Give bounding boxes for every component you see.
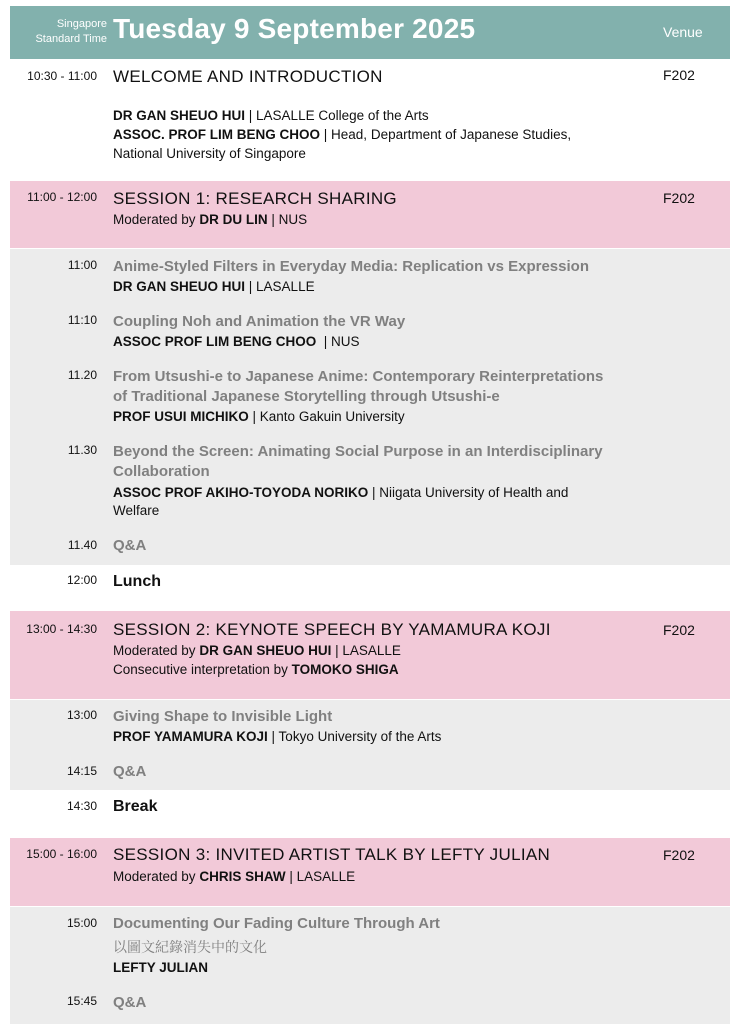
session-1-title: SESSION 1: RESEARCH SHARING xyxy=(113,189,397,208)
session-1-moderator xyxy=(113,212,307,227)
speaker-name: DR GAN SHEUO HUI xyxy=(113,279,246,294)
speaker-affiliation: | Kanto Gakuin University xyxy=(252,409,405,424)
speaker-name: ASSOC PROF LIM BENG CHOO xyxy=(113,334,317,349)
speaker-name: ASSOC. PROF LIM BENG CHOO xyxy=(113,127,321,142)
moderator-prefix: Moderated by xyxy=(113,869,196,884)
qa-label: Q&A xyxy=(113,763,147,780)
session-2-interpreter xyxy=(113,662,399,677)
lunch-time: 12:00 xyxy=(66,573,97,587)
moderator-prefix: Moderated by xyxy=(113,643,196,658)
interpreter-prefix: Consecutive interpretation by xyxy=(113,662,288,677)
talk-title: Anime-Styled Filters in Everyday Media: Replication vs Expression xyxy=(113,258,589,275)
talk-time: 11.20 xyxy=(67,368,97,382)
speaker-name: ASSOC PROF AKIHO-TOYODA NORIKO xyxy=(113,485,369,500)
qa-label: Q&A xyxy=(113,537,147,554)
moderator-affiliation: | LASALLE xyxy=(335,643,401,658)
speaker-affiliation: | LASALLE xyxy=(248,279,315,294)
talk-speaker xyxy=(113,960,208,975)
speaker-affiliation: | Niigata University of Health and xyxy=(372,485,569,500)
talk-title-chinese: 以圖文紀錄消失中的文化 xyxy=(113,940,267,956)
speaker-name: PROF YAMAMURA KOJI xyxy=(113,729,268,744)
moderator-name: DR GAN SHEUO HUI xyxy=(199,643,332,658)
session-3-moderator xyxy=(113,869,355,884)
talk-speaker-aff-cont: Welfare xyxy=(113,503,160,518)
speaker-affiliation: | NUS xyxy=(320,334,360,349)
speaker-affiliation: | LASALLE College of the Arts xyxy=(248,108,429,123)
venue-column-header: Venue xyxy=(663,24,703,40)
welcome-venue: F202 xyxy=(663,67,695,83)
session-2-title: SESSION 2: KEYNOTE SPEECH BY YAMAMURA KOJI xyxy=(113,620,551,639)
talk-title: Coupling Noh and Animation the VR Way xyxy=(113,313,406,330)
moderator-name: DR DU LIN xyxy=(199,212,268,227)
welcome-speaker-2-aff-cont: National University of Singapore xyxy=(113,146,306,161)
welcome-time: 10:30 - 11:00 xyxy=(27,69,97,83)
talk-time: 11.30 xyxy=(67,443,97,457)
talk-speaker xyxy=(113,485,568,500)
page-title: Tuesday 9 September 2025 xyxy=(113,13,476,44)
session-3-time: 15:00 - 16:00 xyxy=(26,847,97,861)
talk-time: 13:00 xyxy=(66,708,97,722)
timezone-label xyxy=(10,17,107,47)
session-3-venue: F202 xyxy=(663,847,695,863)
talk-time: 11:00 xyxy=(67,258,97,272)
talk-speaker xyxy=(113,279,315,294)
talk-title-cont: of Traditional Japanese Storytelling through Utsushi-e xyxy=(113,388,500,405)
talk-title: Beyond the Screen: Animating Social Purpose in an Interdisciplinary xyxy=(113,443,603,460)
session-1-venue: F202 xyxy=(663,190,695,206)
qa-label: Q&A xyxy=(113,994,147,1011)
timezone-line2: Standard Time xyxy=(35,33,107,45)
speaker-affiliation: | Head, Department of Japanese Studies, xyxy=(323,127,572,142)
speaker-name: DR GAN SHEUO HUI xyxy=(113,108,246,123)
talk-title: Documenting Our Fading Culture Through Art xyxy=(113,915,440,932)
speaker-name: PROF USUI MICHIKO xyxy=(113,409,249,424)
break-time: 14:30 xyxy=(66,799,97,813)
qa-time: 11.40 xyxy=(67,538,97,552)
qa-time: 14:15 xyxy=(66,764,97,778)
moderator-affiliation: | LASALLE xyxy=(289,869,356,884)
session-3-title: SESSION 3: INVITED ARTIST TALK BY LEFTY JULIAN xyxy=(113,845,551,864)
schedule-header xyxy=(10,6,730,59)
welcome-speaker-1 xyxy=(113,108,429,123)
session-2-time: 13:00 - 14:30 xyxy=(26,622,97,636)
talk-speaker xyxy=(113,334,360,349)
moderator-affiliation: | NUS xyxy=(271,212,308,227)
timezone-line1: Singapore xyxy=(56,18,107,30)
welcome-title: WELCOME AND INTRODUCTION xyxy=(113,67,383,86)
talk-speaker xyxy=(113,409,405,424)
interpreter-name: TOMOKO SHIGA xyxy=(291,662,399,677)
talk-title: Giving Shape to Invisible Light xyxy=(113,708,333,725)
session-1-time: 11:00 - 12:00 xyxy=(27,190,97,204)
session-2-moderator xyxy=(113,643,401,658)
talk-title: From Utsushi-e to Japanese Anime: Contemporary Reinterpretations xyxy=(113,368,604,385)
welcome-speaker-2 xyxy=(113,127,571,142)
talk-title-cont: Collaboration xyxy=(113,463,210,480)
speaker-affiliation: | Tokyo University of the Arts xyxy=(271,729,442,744)
session-2-venue: F202 xyxy=(663,622,695,638)
speaker-name: LEFTY JULIAN xyxy=(113,960,209,975)
qa-time: 15:45 xyxy=(66,994,97,1008)
talk-speaker xyxy=(113,729,441,744)
talk-time: 15:00 xyxy=(66,916,97,930)
talk-time: 11:10 xyxy=(67,313,97,327)
moderator-prefix: Moderated by xyxy=(113,212,196,227)
lunch-label: Lunch xyxy=(113,573,161,590)
moderator-name: CHRIS SHAW xyxy=(199,869,286,884)
break-label: Break xyxy=(113,798,158,815)
